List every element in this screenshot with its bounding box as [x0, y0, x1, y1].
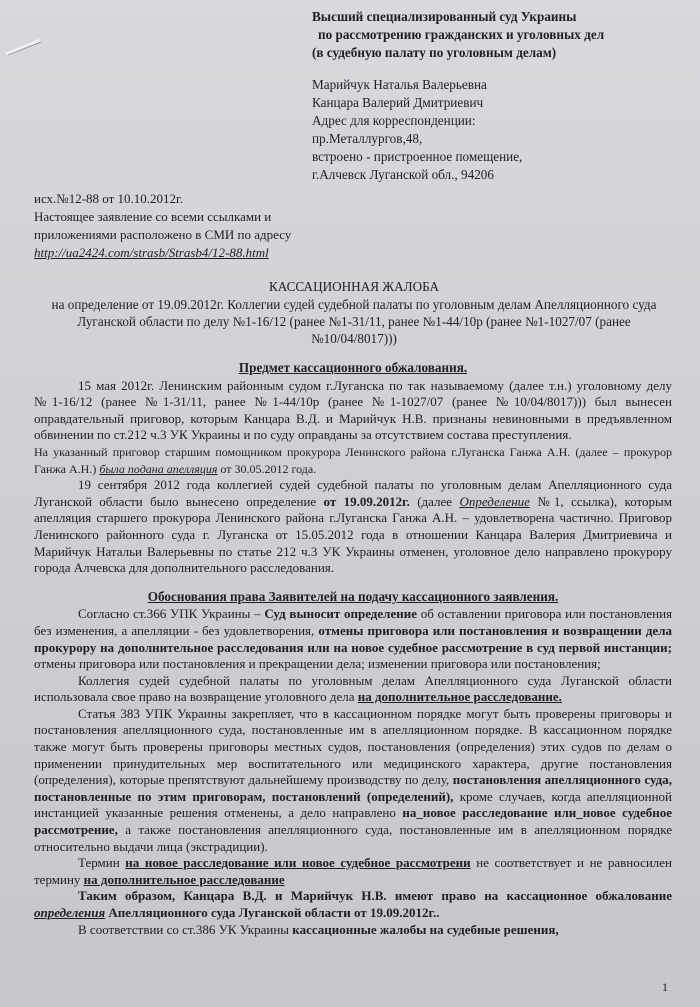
determination-link[interactable]: Определение — [459, 493, 530, 509]
document-body — [34, 360, 672, 938]
paragraph: 15 мая 2012г. Ленинским районным судом г.Луганска по так называемому (далее т.н.) уголовному делу №1-16/12 (ранее №1-31/11, ранее №1-44/10р (ранее №1-1027/07 (ранее №10/04/8017))) был вынесен оправдательный приговор, которым Канцара В.Д. и Марийчук Н.В. признаны невиновными в предъявленном обвинении по ст.212 ч.3 УК Украины и по суду оправданы за отсутствием состава преступления. — [34, 377, 672, 443]
court-name-line3: (в судебную палату по уголовным делам) — [312, 45, 557, 60]
reference-block — [34, 190, 354, 262]
page-number: 1 — [662, 980, 668, 994]
address-city: г.Алчевск Луганской обл., 94206 — [312, 167, 494, 182]
paragraph: Термин на новое расследование или новое судебное рассмотрени не соответствует и не равносилен термину на дополнительное расследование — [34, 855, 673, 887]
determination-link-2[interactable]: определения — [34, 905, 106, 920]
publication-note-2: приложениями расположено в СМИ по адресу — [34, 227, 292, 242]
court-name-line1: Высший специализированный суд Украины — [312, 9, 577, 24]
address-building: встроено - пристроенное помещение, — [312, 149, 523, 164]
paragraph: 19 сентября 2012 года коллегией судей судебной палаты по уголовным делам Апелляционного суда Луганской области было вынесено определение от 19.09.2012г. (далее Определение №1, ссылка), которым апелляция старшего прокурора Ленинского района г.Луганска Ганжа А.Н. – удовлетворена частично. Приговор Ленинского районного суда г. Луганска от 15.05.2012 года в отношении Канцара Валерия Дмитриевича и Марийчук Натальи Валерьевны по статье 212 ч.3 УК Украины отменен, уголовное дело направлено прокурору города Алчевска для дополнительного расследования. — [34, 477, 673, 576]
applicant-name-1: Марийчук Наталья Валерьевна — [312, 77, 487, 92]
address-label: Адрес для корреспонденции: — [312, 113, 476, 128]
pen-mark-icon — [4, 34, 44, 58]
section-heading-subject: Предмет кассационного обжалования. — [238, 360, 468, 375]
applicant-name-2: Канцара Валерий Дмитриевич — [312, 95, 484, 110]
paragraph: Согласно ст.366 УПК Украины – Суд выносит определение об оставлении приговора или постановления без изменения, а апелляции - без удовлетворения, отмены приговора или постановления и возвращении дела прокурору на дополнительное расследования или на новое судебное рассмотрение в суд первой инстанции; отмены приговора или постановления и прекращении дела; изменении приговора или постановления; — [34, 606, 673, 672]
document-title — [34, 278, 674, 347]
paragraph: Статья 383 УПК Украины закрепляет, что в кассационном порядке могут быть проверены приговоры и постановления апелляционного суда, постановленные им в апелляционном порядке. В кассационном порядке также могут быть проверены приговоры местных судов, постановления (определения) этих судов по делам о применении принудительных мер воспитательного или медицинского характера, другие постановления (определения), которые препятствуют дальнейшему производству по делу, постановления апелляционного суда, постановленные по этим приговорам, постановлений (определений), кроме случаев, когда апелляционной инстанцией указанные решения отменены, а дело направлено на_новое расследование или_новое судебное рассмотрение, а также постановления апелляционного суда, постановленные им в апелляционном порядке относительно выдачи лица (экстрадиции). — [34, 705, 673, 854]
applicants-block — [312, 76, 697, 184]
paragraph-small: На указанный приговор старшим помощником прокурора Ленинского района г.Луганска Ганжа А.Н. (далее – прокурор Ганжа А.Н.) была подана апелляция от 30.05.2012 года. — [34, 444, 672, 476]
title-heading: КАССАЦИОННАЯ ЖАЛОБА — [268, 279, 440, 294]
section-heading-grounds: Обоснования права Заявителей на подачу кассационного заявления. — [147, 588, 559, 604]
paragraph: В соответствии со ст.386 УК Украины кассационные жалобы на судебные решения, — [78, 921, 559, 937]
court-header — [312, 8, 697, 62]
court-name-line2: по рассмотрению гражданских и уголовных дел — [318, 27, 605, 42]
paragraph: Коллегия судей судебной палаты по уголовным делам Апелляционного суда Луганской области использовала свое право на возвращение уголовного дела на дополнительное расследование. — [34, 672, 672, 705]
publication-link[interactable]: http://ua2424.com/strasb/Strasb4/12-88.html — [34, 245, 269, 260]
outgoing-number: исх.№12-88 от 10.10.2012г. — [34, 191, 184, 206]
publication-note-1: Настоящее заявление со всеми ссылками и — [34, 209, 272, 224]
appeal-link[interactable]: была подана апелляция — [99, 461, 218, 476]
address-street: пр.Металлургов,48, — [312, 131, 423, 146]
title-subtitle: на определение от 19.09.2012г. Коллегии судей судебной палаты по уголовным делам Апелляционного суда Луганской области по делу №1-16/12 (ранее №1-31/11, ранее №1-44/10р (ранее №1-1027/07 (ранее №10/04/8017))) — [51, 297, 657, 346]
paragraph: Таким образом, Канцара В.Д. и Марийчук Н.В. имеют право на кассационное обжалование определения Апелляционного суда Луганской области от 19.09.2012г.. — [34, 888, 672, 920]
